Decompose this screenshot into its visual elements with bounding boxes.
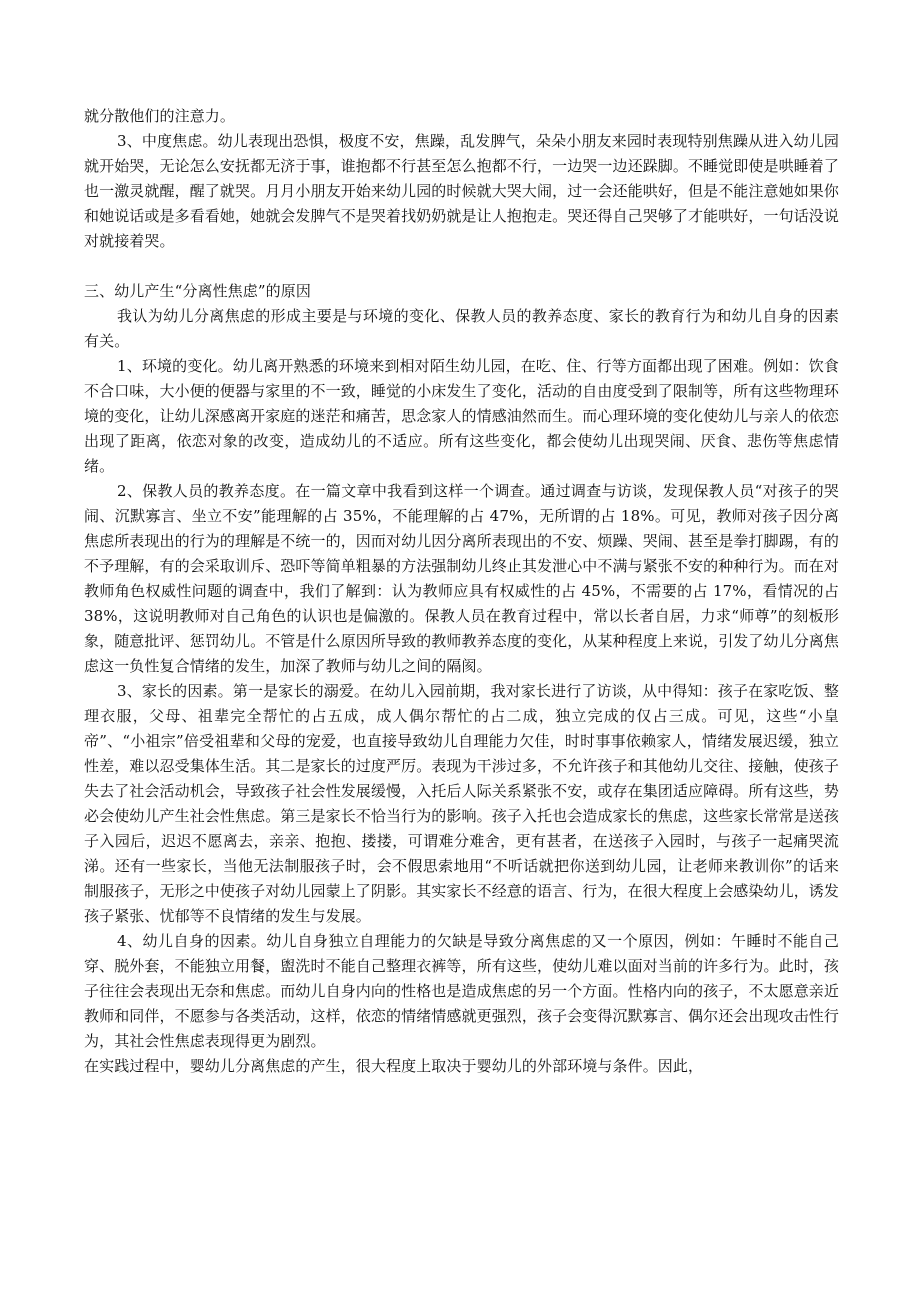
paragraph-child-factors: 4、幼儿自身的因素。幼儿自身独立自理能力的欠缺是导致分离焦虑的又一个原因，例如：午睡时不能自己穿、脱外套，不能独立用餐，盥洗时不能自己整理衣裤等，所有这些，使幼儿难以面对当前的许多行为。此时，孩子往往会表现出无奈和焦虑。而幼儿自身内向的性格也是造成焦虑的另一个方面。性格内向的孩子，不太愿意亲近教师和同伴，不愿参与各类活动，这样，依恋的情绪情感就更强烈，孩子会变得沉默寡言、偶尔还会出现攻击性行为，其社会性焦虑表现得更为剧烈。 <box>84 932 840 1050</box>
document-page <box>84 104 839 1079</box>
paragraph-moderate-anxiety: 3、中度焦虑。幼儿表现出恐惧，极度不安，焦躁，乱发脾气，朵朵小朋友来园时表现特别焦躁从进入幼儿园就开始哭，无论怎么安抚都无济于事，谁抱都不行甚至怎么抱都不行，一边哭一边还跺脚。不睡觉即使是哄睡着了也一激灵就醒，醒了就哭。月月小朋友开始来幼儿园的时候就大哭大闹，过一会还能哄好，但是不能注意她如果你和她说话或是多看看她，她就会发脾气不是哭着找奶奶就是让人抱抱走。哭还得自己哭够了才能哄好，一句话没说对就接着哭。 <box>84 132 840 250</box>
paragraph-practice: 在实践过程中，婴幼儿分离焦虑的产生，很大程度上取决于婴幼儿的外部环境与条件。因此， <box>84 1057 704 1075</box>
paragraph-parent-factors: 3、家长的因素。第一是家长的溺爱。在幼儿入园前期，我对家长进行了访谈，从中得知：孩子在家吃饭、整理衣服，父母、祖辈完全帮忙的占五成，成人偶尔帮忙的占二成，独立完成的仅占三成。可见，这些“小皇帝”、“小祖宗”倍受祖辈和父母的宠爱，也直接导致幼儿自理能力欠佳，时时事事依赖家人，情绪发展迟缓，独立性差，难以忍受集体生活。其二是家长的过度严厉。表现为干涉过多，不允许孩子和其他幼儿交往、接触，使孩子失去了社会活动机会，导致孩子社会性发展缓慢，入托后人际关系紧张不安，或存在集团适应障碍。所有这些，势必会使幼儿产生社会性焦虑。第三是家长不恰当行为的影响。孩子入托也会造成家长的焦虑，这些家长常常是送孩子入园后，迟迟不愿离去，亲亲、抱抱、搂搂，可谓难分难舍，更有甚者，在送孩子入园时，与孩子一起痛哭流涕。还有一些家长，当他无法制服孩子时，会不假思索地用“不听话就把你送到幼儿园，让老师来教训你”的话来制服孩子，无形之中使孩子对幼儿园蒙上了阴影。其实家长不经意的语言、行为，在很大程度上会感染幼儿，诱发孩子紧张、忧郁等不良情绪的发生与发展。 <box>84 682 840 925</box>
paragraph-causes-intro: 我认为幼儿分离焦虑的形成主要是与环境的变化、保教人员的教养态度、家长的教育行为和幼儿自身的因素有关。 <box>84 307 839 350</box>
paragraph-teacher-attitude: 2、保教人员的教养态度。在一篇文章中我看到这样一个调查。通过调查与访谈，发现保教人员“对孩子的哭闹、沉默寡言、坐立不安”能理解的占 35%，不能理解的占 47%，无所谓的占 18%。可见，教师对孩子因分离焦虑所表现出的行为的理解是不统一的，因而对幼儿因分离所表现出的不安、烦躁、哭闹、甚至是拳打脚踢，有的不予理解，有的会采取训斥、恐吓等简单粗暴的方法强制幼儿终止其发泄心中不满与紧张不安的种种行为。而在对教师角色权威性问题的调查中，我们了解到：认为教师应具有权威性的占 45%，不需要的占 17%，看情况的占 38%，这说明教师对自己角色的认识也是偏激的。保教人员在教育过程中，常以长者自居，力求“师尊”的刻板形象，随意批评、惩罚幼儿。不管是什么原因所导致的教师教养态度的变化，从某种程度上来说，引发了幼儿分离焦虑这一负性复合情绪的发生，加深了教师与幼儿之间的隔阂。 <box>84 482 840 675</box>
paragraph-environment: 1、环境的变化。幼儿离开熟悉的环境来到相对陌生幼儿园，在吃、住、行等方面都出现了困难。例如：饮食不合口味，大小便的便器与家里的不一致，睡觉的小床发生了变化，活动的自由度受到了限制等，所有这些物理环境的变化，让幼儿深感离开家庭的迷茫和痛苦，思念家人的情感油然而生。而心理环境的变化使幼儿与亲人的依恋出现了距离，依恋对象的改变，造成幼儿的不适应。所有这些变化，都会使幼儿出现哭闹、厌食、悲伤等焦虑情绪。 <box>84 357 840 475</box>
section-heading-causes: 三、幼儿产生“分离性焦虑”的原因 <box>84 282 311 300</box>
paragraph-continuation: 就分散他们的注意力。 <box>84 107 236 125</box>
